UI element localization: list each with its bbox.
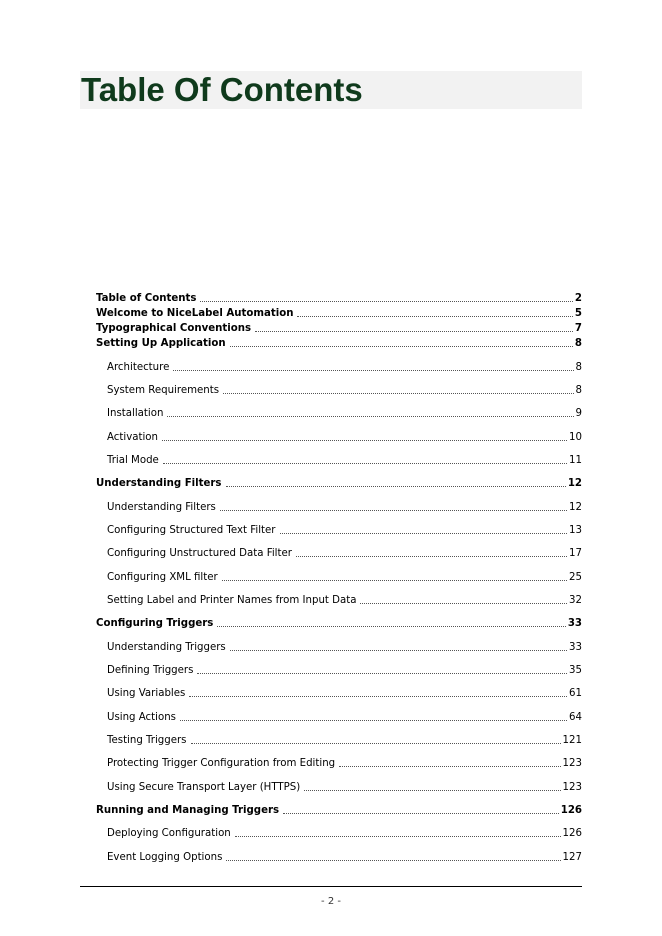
toc-subentry[interactable] [107,382,582,397]
toc-entry-label: Table of Contents [96,293,197,304]
toc-page-number: 126 [560,805,582,816]
toc-dot-leader [200,300,572,302]
toc-entry-label: Defining Triggers [107,665,194,676]
toc-entry-label: Typographical Conventions [96,323,252,334]
toc-entry-label: Installation [107,408,164,419]
toc-entry-label: System Requirements [107,385,220,396]
toc-page-number: 8 [575,362,582,373]
toc-page-number: 33 [567,618,582,629]
toc-entry-label: Understanding Triggers [107,642,226,653]
toc-page-number: 12 [567,478,582,489]
toc-page-number: 8 [574,338,582,349]
toc-page-number: 9 [575,408,582,419]
toc-dot-leader [280,532,568,534]
toc-dot-leader [296,555,567,557]
toc-page-number: 10 [569,432,582,443]
toc-page-number: 7 [574,323,582,334]
toc-entry-label: Understanding Filters [107,502,216,513]
toc-page-number: 12 [569,502,582,513]
toc-entry-label: Setting Label and Printer Names from Input Data [107,595,357,606]
toc-subentry[interactable] [107,545,582,560]
toc-page-number: 61 [569,688,582,699]
toc-page-number: 17 [569,548,582,559]
toc-entry-label: Configuring Triggers [96,618,214,629]
toc-entry-label: Event Logging Options [107,852,223,863]
toc-dot-leader [283,812,559,814]
toc-entry-label: Using Actions [107,712,176,723]
toc-dot-leader [339,765,560,767]
toc-page-number: 64 [569,712,582,723]
toc-entry-label: Testing Triggers [107,735,187,746]
toc-entry-label: Protecting Trigger Configuration from Editing [107,758,336,769]
toc-subentry[interactable] [107,592,582,607]
toc-entry-label: Welcome to NiceLabel Automation [96,308,294,319]
toc-subentry[interactable] [107,405,582,420]
toc-dot-leader [197,672,567,674]
toc-subentry[interactable] [107,849,582,864]
toc-entry-label: Architecture [107,362,170,373]
toc-subentry[interactable] [107,452,582,467]
toc-dot-leader [163,462,567,464]
toc-entry[interactable] [96,475,582,490]
toc-subentry[interactable] [107,825,582,840]
toc-dot-leader [167,415,573,417]
toc-page-number: 25 [569,572,582,583]
toc-entry[interactable] [96,335,582,350]
toc-page-number: 123 [562,782,582,793]
footer-divider [80,886,582,887]
toc-page-number: 123 [562,758,582,769]
toc-page-number: 33 [569,642,582,653]
toc-dot-leader [230,345,573,347]
page-title: Table Of Contents [81,71,363,108]
toc-dot-leader [217,625,565,627]
toc-subentry[interactable] [107,755,582,770]
toc-dot-leader [235,835,561,837]
toc-dot-leader [191,742,561,744]
footer-page-number: - 2 - [321,896,341,907]
toc-entry-label: Trial Mode [107,455,159,466]
toc-dot-leader [255,330,573,332]
toc-subentry[interactable] [107,569,582,584]
toc-subentry[interactable] [107,732,582,747]
toc-dot-leader [297,315,572,317]
toc-page-number: 121 [562,735,582,746]
toc-dot-leader [220,509,567,511]
toc-page-number: 35 [569,665,582,676]
toc-dot-leader [173,369,573,371]
toc-dot-leader [304,789,560,791]
toc-subentry[interactable] [107,685,582,700]
toc-page-number: 11 [569,455,582,466]
toc-entry-label: Using Variables [107,688,186,699]
toc-subentry[interactable] [107,639,582,654]
toc-subentry[interactable] [107,709,582,724]
toc-dot-leader [189,695,567,697]
toc-subentry[interactable] [107,429,582,444]
toc-entry[interactable] [96,305,582,320]
toc-subentry[interactable] [107,499,582,514]
toc-page-number: 8 [575,385,582,396]
toc-entry-label: Running and Managing Triggers [96,805,280,816]
toc-page-number: 126 [562,828,582,839]
toc-entry-label: Configuring XML filter [107,572,218,583]
toc-dot-leader [162,439,567,441]
toc-page-number: 32 [569,595,582,606]
toc-page-number: 2 [574,293,582,304]
toc-page-number: 127 [562,852,582,863]
toc-entry[interactable] [96,290,582,305]
toc-dot-leader [226,485,566,487]
toc-page-number: 13 [569,525,582,536]
toc-entry[interactable] [96,802,582,817]
toc-dot-leader [226,859,560,861]
toc-entry-label: Activation [107,432,159,443]
toc-dot-leader [222,579,567,581]
toc-entry-label: Configuring Unstructured Data Filter [107,548,292,559]
toc-page-number: 5 [574,308,582,319]
toc-subentry[interactable] [107,779,582,794]
toc-subentry[interactable] [107,662,582,677]
toc-entry-label: Deploying Configuration [107,828,231,839]
toc-entry-label: Understanding Filters [96,478,222,489]
toc-subentry[interactable] [107,359,582,374]
toc-dot-leader [360,602,567,604]
toc-entry-label: Configuring Structured Text Filter [107,525,276,536]
toc-entry-label: Setting Up Application [96,338,226,349]
toc-subentry[interactable] [107,522,582,537]
toc-dot-leader [223,392,573,394]
toc-entry[interactable] [96,320,582,335]
toc-entry[interactable] [96,615,582,630]
toc-entry-label: Using Secure Transport Layer (HTTPS) [107,782,301,793]
toc-dot-leader [180,719,567,721]
toc-dot-leader [230,649,567,651]
